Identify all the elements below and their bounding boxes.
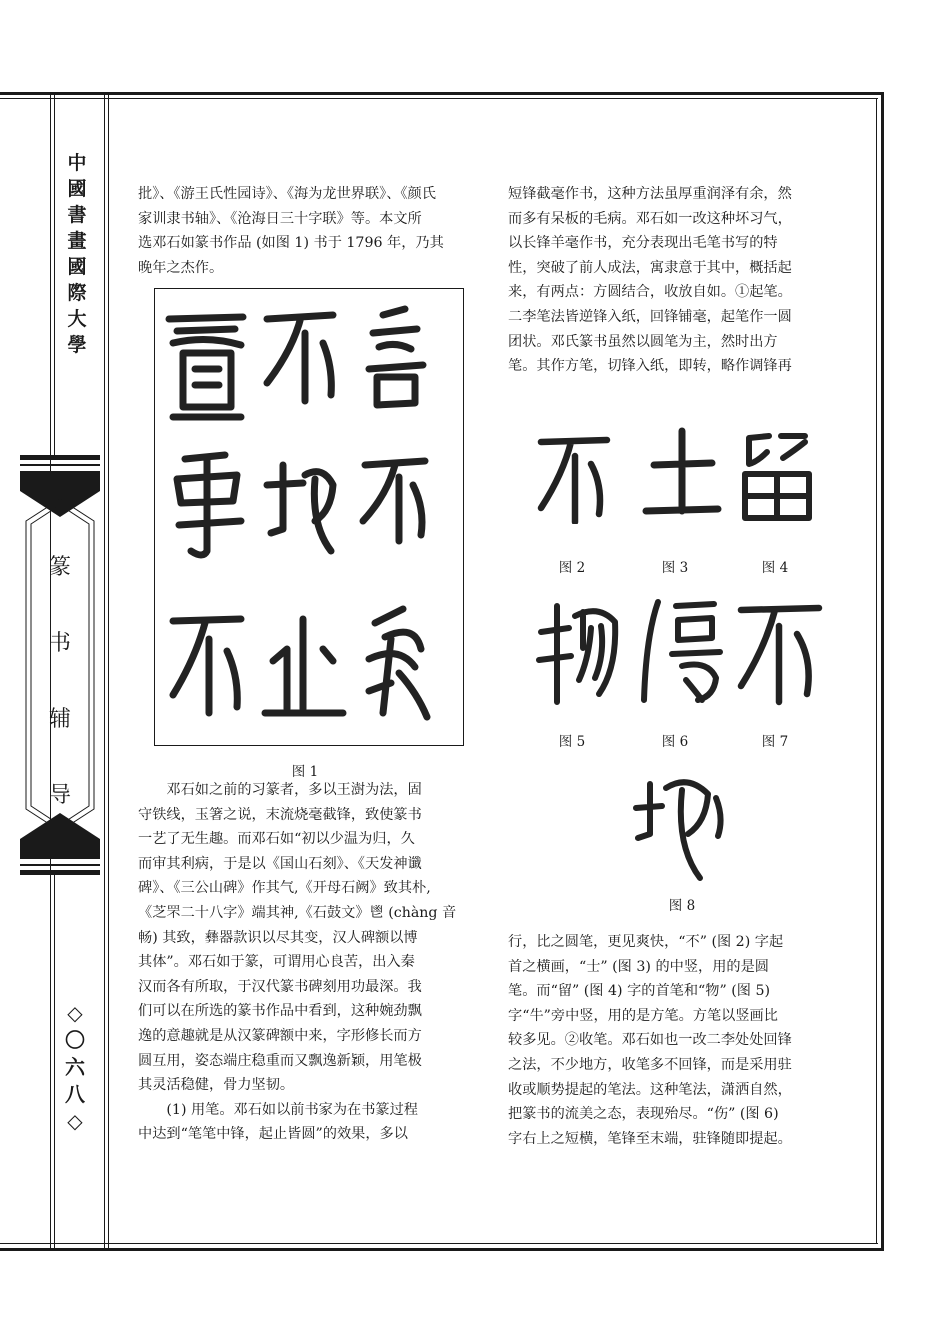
figure-4-image	[735, 428, 819, 524]
text-line: 团状。邓氏篆书虽然以圆笔为主，然时出方	[508, 333, 778, 350]
figure-7-image	[735, 598, 825, 708]
figure-1-calligraphy-image	[155, 289, 462, 744]
figure-8-image	[632, 766, 728, 882]
text-line: 批》、《游王氏性园诗》、《海为龙世界联》、《颜氏	[138, 186, 436, 202]
text-line: 中达到“笔笔中锋，起止皆圆”的效果，多以	[138, 1126, 408, 1143]
section-title-char: 辅	[48, 707, 71, 732]
figure-5-image	[535, 598, 621, 706]
section-title-char: 篆	[48, 555, 71, 580]
frame-top-line	[0, 92, 884, 95]
figure-3-image	[640, 425, 722, 519]
text-line: 字“牛”旁中竖，用的是方笔。方笔以竖画比	[508, 1007, 778, 1024]
sidebar-divider-line-1	[104, 95, 105, 1248]
figure-6-caption: 图 6	[661, 734, 689, 750]
left-bottom-paragraph	[138, 778, 478, 1147]
text-line: 圆互用，姿态端庄稳重而又飘逸新颖，用笔极	[138, 1052, 422, 1069]
sidebar-divider-line-2	[108, 95, 109, 1248]
text-line: (1) 用笔。邓石如以前书家为在书篆过程	[166, 1101, 418, 1118]
page-number-char: 八	[65, 1082, 85, 1106]
text-line: 短锋截毫作书，这种方法虽厚重润泽有余，然	[508, 186, 792, 202]
side-title-char: 中	[67, 152, 87, 174]
text-line: 其灵活稳健，骨力坚韧。	[138, 1077, 295, 1094]
text-line: 而审其利病，于是以《国山石刻》、《天发神谶	[138, 855, 422, 872]
frame-top-inner-line	[0, 98, 878, 99]
side-title-char: 際	[67, 282, 87, 304]
section-title-char: 导	[48, 783, 71, 808]
text-line: 选邓石如篆书作品 (如图 1) 书于 1796 年，乃其	[138, 235, 444, 252]
text-line: 把篆书的流美之态，表现殆尽。“伤” (图 6)	[508, 1106, 779, 1123]
frame-right-line	[881, 92, 884, 1251]
figure-2-image	[535, 430, 613, 524]
figure-2-caption: 图 2	[558, 560, 586, 576]
frame-right-inner-line	[876, 98, 877, 1244]
sidebar-left-line-2	[54, 95, 55, 455]
text-line: 性，突破了前人成法，寓隶意于其中，概括起	[508, 259, 792, 276]
text-line: 以长锋羊毫作书，充分表现出毛笔书写的特	[508, 235, 778, 252]
sidebar-left-line-3	[54, 875, 55, 1248]
text-line: 来，有两点：方圆结合，收放自如。①起笔。	[508, 284, 792, 301]
text-line: 汉而各有所取，于汉代篆书碑刻用功最深。我	[138, 978, 422, 995]
text-line: 而多有呆板的毛病。邓石如一改这种坏习气，	[508, 210, 792, 227]
frame-bottom-inner-line	[0, 1243, 878, 1244]
side-title-char: 畫	[67, 230, 87, 252]
figure-1-caption: 图 1	[291, 764, 319, 780]
text-line: 《芝罘二十八字》端其神,《石鼓文》鬯 (chàng 音	[138, 904, 457, 921]
text-line: 字右上之短横，笔锋至末端，驻锋随即提起。	[508, 1130, 792, 1147]
figure-3-caption: 图 3	[661, 560, 689, 576]
text-line: 邓石如之前的习篆者，多以王澍为法，固	[166, 782, 422, 798]
text-line: 首之横画，“士” (图 3) 的中竖，用的是圆	[508, 958, 769, 975]
text-line: 逸的意趣就是从汉篆碑额中来，字形修长而方	[138, 1027, 422, 1044]
figure-7-caption: 图 7	[761, 734, 789, 750]
page-number	[60, 1000, 90, 1135]
page-number-char: 〇	[65, 1028, 85, 1052]
text-line: 其体”。邓石如于篆，可谓用心良苦，出入秦	[138, 954, 415, 971]
text-line: 较多见。②收笔。邓石如也一改二李处处回锋	[508, 1032, 792, 1049]
figure-6-image	[636, 596, 726, 706]
side-title-char: 大	[67, 308, 87, 330]
text-line: 笔。而“留” (图 4) 字的首笔和“物” (图 5)	[508, 983, 771, 1000]
text-line: 们可以在所选的篆书作品中看到，这种婉劲飘	[138, 1003, 422, 1020]
text-line: 晚年之杰作。	[138, 259, 224, 276]
page-number-char: ◇	[67, 1109, 83, 1133]
figure-4-caption: 图 4	[761, 560, 789, 576]
side-title-char: 書	[67, 204, 87, 226]
frame-bottom-line	[0, 1248, 884, 1251]
page-number-char: ◇	[67, 1001, 83, 1025]
text-line: 畅) 其致，彝器款识以尽其变，汉人碑额以博	[138, 929, 418, 946]
text-line: 碑》、《三公山碑》作其气,《开母石阙》致其朴,	[138, 880, 431, 897]
side-title-char: 國	[67, 178, 87, 200]
right-top-paragraph	[508, 182, 850, 379]
side-title-char: 國	[67, 256, 87, 278]
text-line: 之法，不少地方，收笔多不回锋，而是采用驻	[508, 1056, 792, 1073]
section-title-char: 书	[48, 631, 71, 656]
right-bottom-paragraph	[508, 930, 850, 1151]
left-top-paragraph	[138, 182, 478, 280]
text-line: 守铁线，玉箸之说，末流烧毫截锋，致使篆书	[138, 806, 422, 823]
figure-5-caption: 图 5	[558, 734, 586, 750]
figure-8-caption: 图 8	[668, 898, 696, 914]
side-title-char: 學	[67, 334, 87, 356]
section-title	[20, 530, 100, 834]
page-number-char: 六	[65, 1055, 85, 1079]
figure-1-frame	[154, 288, 464, 746]
text-line: 二李笔法皆逆锋入纸，回锋铺毫，起笔作一圆	[508, 308, 792, 325]
side-title	[62, 150, 92, 358]
text-line: 笔。其作方笔，切锋入纸，即转，略作调锋再	[508, 358, 792, 375]
text-line: 收或顺势提起的笔法。这种笔法，潇洒自然，	[508, 1081, 792, 1098]
text-line: 家训隶书轴》、《沧海日三十字联》等。本文所	[138, 210, 422, 227]
text-line: 一艺了无生趣。而邓石如“初以少温为归，久	[138, 831, 415, 848]
text-line: 行，比之圆笔，更见爽快，“不” (图 2) 字起	[508, 934, 784, 950]
